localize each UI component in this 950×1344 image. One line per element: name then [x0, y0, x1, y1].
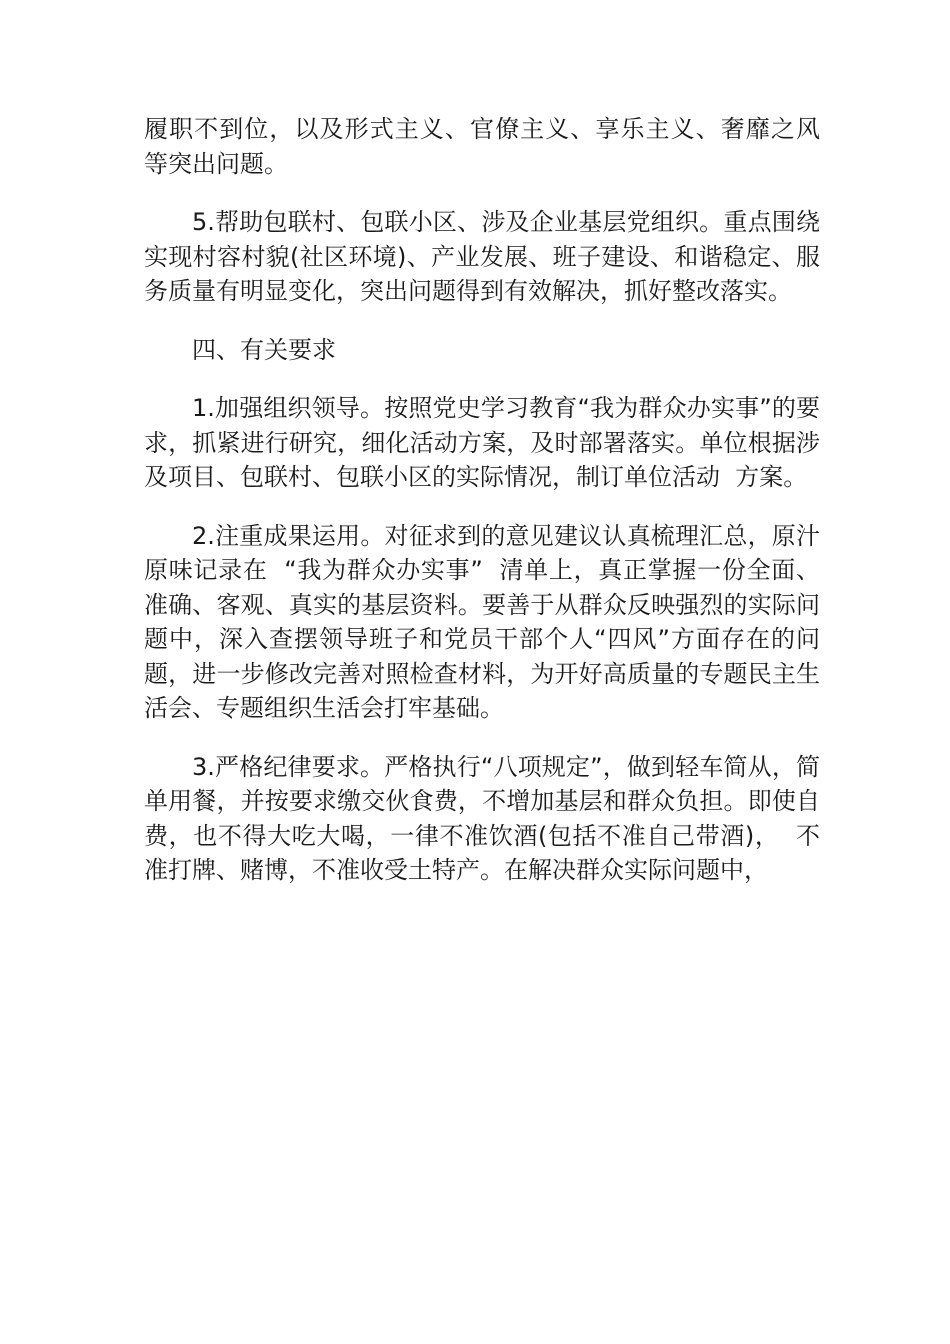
document-body [144, 112, 836, 912]
paragraph-continuation: 履职不到位，以及形式主义、官僚主义、享乐主义、奢靡之风 等突出问题。 [144, 115, 836, 178]
section-heading-requirements: 四、有关要求 [192, 335, 336, 364]
paragraph-requirement-1: 1.加强组织领导。按照党史学习教育“我为群众办实事”的要求，抓紧进行研究，细化活动方案，及时部署落实。单位根据涉及项目、包联村、包联小区的实际情况，制订单位活动 方案。 [144, 394, 820, 491]
paragraph-item-5: 5.帮助包联村、包联小区、涉及企业基层党组织。重点围绕实现村容村貌(社区环境)、产业发展、班子建设、和谐稳定、服务质量有明显变化，突出问题得到有效解决，抓好整改落实。 [144, 208, 820, 305]
paragraph-requirement-2: 2.注重成果运用。对征求到的意见建议认真梳理汇总，原汁原味记录在 “我为群众办实事” 清单上，真正掌握一份全面、准确、客观、真实的基层资料。要善于从群众反映强烈的实际问题中，深入查摆领导班子和党员干部个人“四风”方面存在的问题，进一步修改完善对照检查材料，为开好高质量的专题民主生活会、专题组织生活会打牢基础。 [144, 521, 820, 722]
paragraph-requirement-3: 3.严格纪律要求。严格执行“八项规定”，做到轻车简从，简单用餐，并按要求缴交伙食费，不增加基层和群众负担。即使自费，也不得大吃大喝，一律不准饮酒(包括不准自己带酒)， 不准打牌、赌博，不准收受土特产。在解决群众实际问题中， [144, 752, 820, 884]
